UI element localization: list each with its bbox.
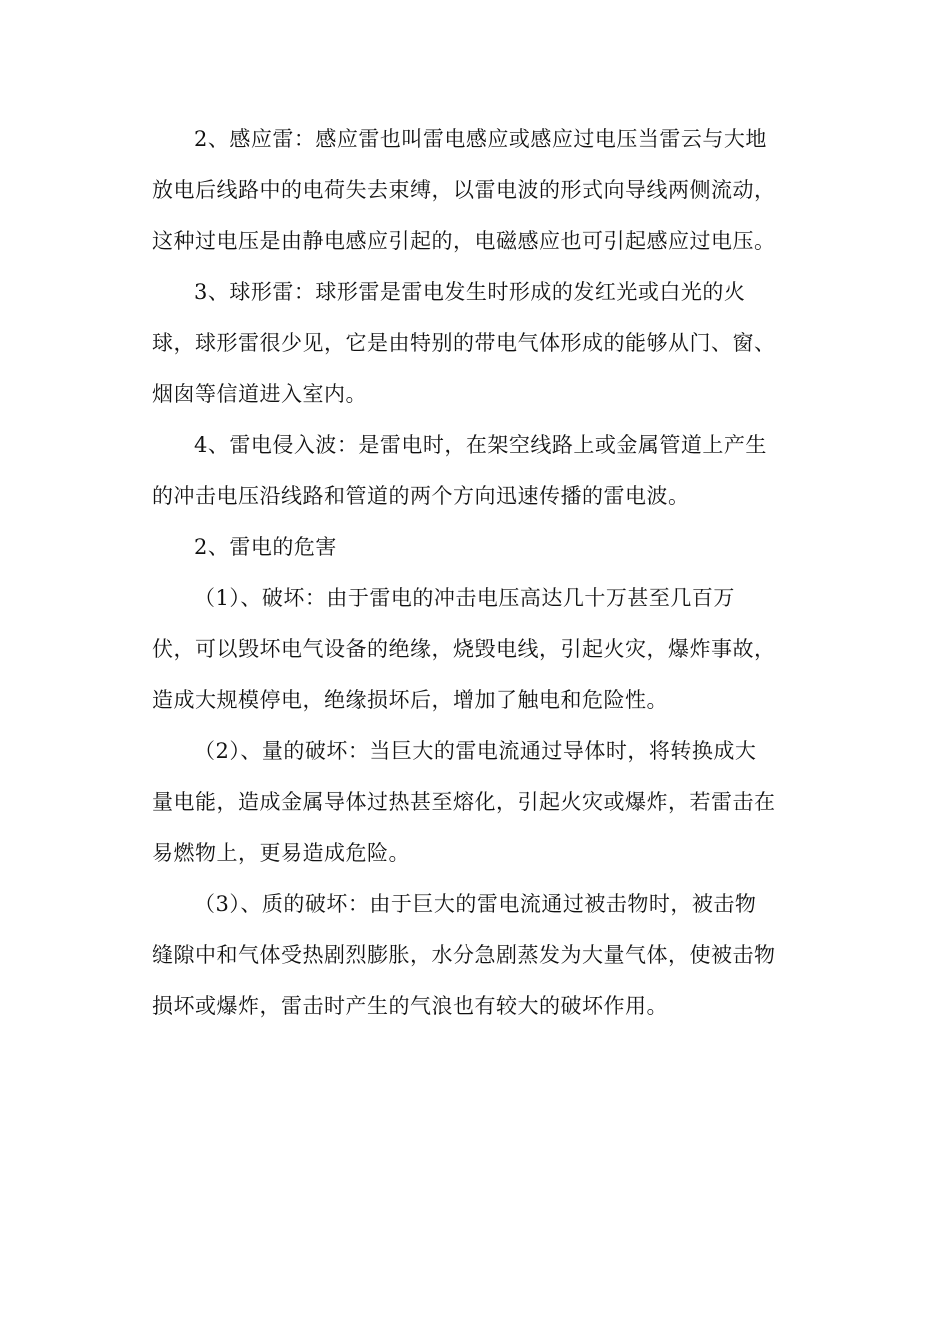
- section-heading-lightning-hazards: [152, 522, 802, 573]
- paragraph-ball-lightning: [152, 267, 802, 420]
- text-line: 球，球形雷很少见，它是由特别的带电气体形成的能够从门、窗、: [152, 331, 776, 355]
- paragraph-lightning-intrusion-wave: [152, 420, 802, 522]
- text-line: 损坏或爆炸，雷击时产生的气浪也有较大的破坏作用。: [152, 994, 668, 1018]
- document-body: [152, 114, 802, 1032]
- text-line: 的冲击电压沿线路和管道的两个方向迅速传播的雷电波。: [152, 484, 690, 508]
- text-line: （1）、破坏：由于雷电的冲击电压高达几十万甚至几百万: [194, 586, 735, 610]
- text-line: （3）、质的破坏：由于巨大的雷电流通过被击物时，被击物: [194, 892, 757, 916]
- text-line: （2）、量的破坏：当巨大的雷电流通过导体时，将转换成大: [194, 739, 757, 763]
- paragraph-hazard-1: [152, 573, 802, 726]
- paragraph-hazard-2: [152, 726, 802, 879]
- text-line: 烟囱等信道进入室内。: [152, 382, 367, 406]
- text-line: 量电能，造成金属导体过热甚至熔化，引起火灾或爆炸，若雷击在: [152, 790, 776, 814]
- text-line: 2、感应雷：感应雷也叫雷电感应或感应过电压当雷云与大地: [194, 127, 767, 151]
- text-line: 易燃物上，更易造成危险。: [152, 841, 410, 865]
- text-line: 造成大规模停电，绝缘损坏后，增加了触电和危险性。: [152, 688, 668, 712]
- text-line: 缝隙中和气体受热剧烈膨胀，水分急剧蒸发为大量气体，使被击物: [152, 943, 776, 967]
- text-line: 这种过电压是由静电感应引起的，电磁感应也可引起感应过电压。: [152, 229, 776, 253]
- paragraph-hazard-3: [152, 879, 802, 1032]
- text-line: 3、球形雷：球形雷是雷电发生时形成的发红光或白光的火: [194, 280, 746, 304]
- heading-text: 2、雷电的危害: [194, 535, 337, 559]
- paragraph-induced-lightning: [152, 114, 802, 267]
- text-line: 4、雷电侵入波：是雷电时，在架空线路上或金属管道上产生: [194, 433, 767, 457]
- text-line: 放电后线路中的电荷失去束缚，以雷电波的形式向导线两侧流动，: [152, 178, 776, 202]
- text-line: 伏，可以毁坏电气设备的绝缘，烧毁电线，引起火灾，爆炸事故，: [152, 637, 776, 661]
